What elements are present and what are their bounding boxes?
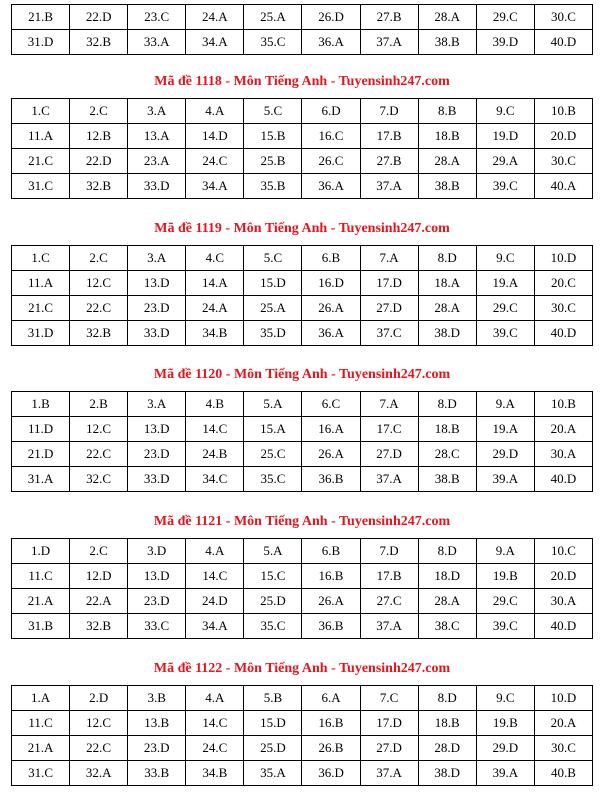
answer-cell: 5.C: [244, 246, 302, 271]
answer-cell: 38.B: [418, 467, 476, 492]
answer-cell: 26.C: [302, 149, 360, 174]
answer-cell: 8.D: [418, 539, 476, 564]
answer-cell: 3.A: [128, 392, 186, 417]
answer-section-1122: [11, 660, 593, 786]
answer-cell: 6.B: [302, 246, 360, 271]
answer-cell: 15.C: [244, 564, 302, 589]
answer-cell: 17.D: [360, 711, 418, 736]
table-row: [12, 711, 593, 736]
answer-cell: 36.D: [302, 761, 360, 786]
answer-cell: 9.C: [476, 99, 534, 124]
answer-cell: 1.A: [12, 686, 70, 711]
answer-cell: 11.C: [12, 564, 70, 589]
answer-cell: 14.D: [186, 124, 244, 149]
table-row: [12, 5, 593, 30]
answer-cell: 18.B: [418, 417, 476, 442]
answer-cell: 8.D: [418, 392, 476, 417]
answer-cell: 23.C: [128, 5, 186, 30]
answer-cell: 18.D: [418, 564, 476, 589]
answer-cell: 33.A: [128, 30, 186, 55]
answer-cell: 29.D: [476, 736, 534, 761]
answer-cell: 37.A: [360, 30, 418, 55]
answer-cell: 35.C: [244, 467, 302, 492]
answer-cell: 3.A: [128, 99, 186, 124]
answer-cell: 22.C: [70, 442, 128, 467]
answer-cell: 4.C: [186, 246, 244, 271]
answer-cell: 4.B: [186, 392, 244, 417]
section-title: Mã đề 1119 - Môn Tiếng Anh - Tuyensinh247.com: [154, 221, 450, 236]
answer-cell: 38.D: [418, 761, 476, 786]
answer-cell: 40.A: [534, 174, 592, 199]
answer-cell: 21.C: [12, 149, 70, 174]
answer-cell: 3.B: [128, 686, 186, 711]
answer-cell: 33.C: [128, 614, 186, 639]
answer-cell: 27.D: [360, 296, 418, 321]
answer-cell: 13.A: [128, 124, 186, 149]
answer-table: [11, 391, 593, 492]
answer-cell: 24.D: [186, 589, 244, 614]
answer-cell: 20.C: [534, 271, 592, 296]
answer-cell: 13.B: [128, 711, 186, 736]
answer-cell: 9.C: [476, 686, 534, 711]
answer-cell: 39.D: [476, 30, 534, 55]
answer-table-top: [11, 4, 593, 55]
answer-cell: 32.B: [70, 614, 128, 639]
answer-cell: 37.A: [360, 614, 418, 639]
answer-cell: 39.A: [476, 467, 534, 492]
answer-cell: 15.B: [244, 124, 302, 149]
answer-cell: 38.D: [418, 321, 476, 346]
answer-cell: 23.D: [128, 589, 186, 614]
answer-cell: 25.A: [244, 5, 302, 30]
answer-cell: 16.D: [302, 271, 360, 296]
answer-cell: 29.A: [476, 149, 534, 174]
answer-cell: 26.A: [302, 589, 360, 614]
table-row: [12, 589, 593, 614]
section-title: Mã đề 1118 - Môn Tiếng Anh - Tuyensinh247.com: [154, 74, 450, 89]
answer-cell: 33.B: [128, 761, 186, 786]
table-row: [12, 467, 593, 492]
answer-cell: 16.B: [302, 711, 360, 736]
answer-cell: 28.A: [418, 149, 476, 174]
answer-cell: 27.B: [360, 5, 418, 30]
answer-cell: 21.B: [12, 5, 70, 30]
answer-cell: 15.D: [244, 711, 302, 736]
table-row: [12, 174, 593, 199]
answer-cell: 24.C: [186, 149, 244, 174]
answer-cell: 25.D: [244, 589, 302, 614]
answer-cell: 13.D: [128, 564, 186, 589]
answer-cell: 12.C: [70, 271, 128, 296]
answer-cell: 28.A: [418, 296, 476, 321]
answer-cell: 27.D: [360, 442, 418, 467]
answer-cell: 30.A: [534, 589, 592, 614]
answer-section-1120: [11, 366, 593, 492]
answer-cell: 35.C: [244, 614, 302, 639]
answer-cell: 6.C: [302, 392, 360, 417]
answer-cell: 8.D: [418, 246, 476, 271]
answer-cell: 6.D: [302, 99, 360, 124]
answer-cell: 10.B: [534, 99, 592, 124]
answer-cell: 30.C: [534, 736, 592, 761]
answer-cell: 32.B: [70, 174, 128, 199]
answer-cell: 19.B: [476, 564, 534, 589]
answer-cell: 14.C: [186, 711, 244, 736]
answer-cell: 34.A: [186, 614, 244, 639]
answer-cell: 34.B: [186, 761, 244, 786]
answer-cell: 39.C: [476, 174, 534, 199]
answer-cell: 37.A: [360, 467, 418, 492]
answer-cell: 18.A: [418, 271, 476, 296]
answer-cell: 8.B: [418, 99, 476, 124]
answer-cell: 29.C: [476, 296, 534, 321]
answer-cell: 35.D: [244, 321, 302, 346]
answer-cell: 6.B: [302, 539, 360, 564]
answer-cell: 19.A: [476, 271, 534, 296]
answer-cell: 7.C: [360, 686, 418, 711]
answer-cell: 7.A: [360, 246, 418, 271]
answer-cell: 39.A: [476, 761, 534, 786]
answer-cell: 5.A: [244, 539, 302, 564]
answer-cell: 38.B: [418, 174, 476, 199]
answer-cell: 7.D: [360, 539, 418, 564]
table-row: [12, 30, 593, 55]
answer-cell: 9.A: [476, 392, 534, 417]
answer-cell: 12.C: [70, 417, 128, 442]
answer-cell: 13.D: [128, 271, 186, 296]
answer-cell: 3.A: [128, 246, 186, 271]
answer-cell: 28.D: [418, 736, 476, 761]
answer-cell: 14.C: [186, 417, 244, 442]
answer-cell: 25.A: [244, 296, 302, 321]
answer-cell: 23.D: [128, 296, 186, 321]
table-row: [12, 149, 593, 174]
answer-cell: 24.A: [186, 5, 244, 30]
answer-cell: 37.A: [360, 761, 418, 786]
answer-cell: 32.C: [70, 467, 128, 492]
answer-cell: 28.A: [418, 5, 476, 30]
answer-cell: 16.B: [302, 564, 360, 589]
answer-cell: 21.A: [12, 736, 70, 761]
answer-cell: 29.C: [476, 589, 534, 614]
answer-cell: 17.D: [360, 271, 418, 296]
answer-cell: 26.D: [302, 5, 360, 30]
answer-cell: 5.B: [244, 686, 302, 711]
answer-cell: 12.C: [70, 711, 128, 736]
answer-section-1119: [11, 220, 593, 346]
answer-cell: 30.C: [534, 296, 592, 321]
table-row: [12, 296, 593, 321]
table-row: [12, 124, 593, 149]
answer-cell: 34.A: [186, 174, 244, 199]
answer-cell: 22.D: [70, 5, 128, 30]
answer-cell: 2.D: [70, 686, 128, 711]
answer-cell: 4.A: [186, 686, 244, 711]
table-row: [12, 392, 593, 417]
answer-cell: 31.C: [12, 174, 70, 199]
table-row: [12, 246, 593, 271]
answer-cell: 18.B: [418, 711, 476, 736]
answer-cell: 39.C: [476, 321, 534, 346]
answer-cell: 27.C: [360, 589, 418, 614]
answer-table: [11, 538, 593, 639]
answer-cell: 17.B: [360, 124, 418, 149]
answer-cell: 23.D: [128, 736, 186, 761]
answer-cell: 39.C: [476, 614, 534, 639]
answer-cell: 34.A: [186, 30, 244, 55]
table-row: [12, 686, 593, 711]
answer-cell: 19.A: [476, 417, 534, 442]
answer-cell: 36.B: [302, 467, 360, 492]
answer-cell: 32.B: [70, 30, 128, 55]
answer-cell: 21.C: [12, 296, 70, 321]
answer-cell: 23.A: [128, 149, 186, 174]
answer-cell: 19.D: [476, 124, 534, 149]
answer-cell: 10.D: [534, 686, 592, 711]
answer-cell: 40.D: [534, 467, 592, 492]
answer-cell: 12.D: [70, 564, 128, 589]
answer-cell: 17.B: [360, 564, 418, 589]
answer-cell: 1.D: [12, 539, 70, 564]
answer-cell: 15.A: [244, 417, 302, 442]
answer-cell: 36.A: [302, 30, 360, 55]
answer-cell: 27.D: [360, 736, 418, 761]
answer-cell: 24.A: [186, 296, 244, 321]
answer-cell: 11.A: [12, 124, 70, 149]
answer-cell: 16.A: [302, 417, 360, 442]
answer-cell: 1.C: [12, 246, 70, 271]
answer-cell: 32.A: [70, 761, 128, 786]
answer-cell: 34.B: [186, 321, 244, 346]
answer-cell: 31.D: [12, 321, 70, 346]
answer-cell: 20.A: [534, 417, 592, 442]
answer-cell: 2.C: [70, 539, 128, 564]
answer-cell: 1.B: [12, 392, 70, 417]
answer-cell: 4.A: [186, 539, 244, 564]
answer-cell: 35.B: [244, 174, 302, 199]
table-row: [12, 417, 593, 442]
answer-cell: 36.A: [302, 321, 360, 346]
answer-cell: 10.D: [534, 246, 592, 271]
answer-cell: 33.D: [128, 321, 186, 346]
answer-cell: 33.D: [128, 174, 186, 199]
answer-cell: 9.A: [476, 539, 534, 564]
top-answer-block: [11, 4, 593, 55]
answer-cell: 32.B: [70, 321, 128, 346]
answer-cell: 36.B: [302, 614, 360, 639]
answer-cell: 35.C: [244, 30, 302, 55]
answer-cell: 23.D: [128, 442, 186, 467]
table-row: [12, 539, 593, 564]
answer-cell: 34.C: [186, 467, 244, 492]
answer-cell: 30.A: [534, 442, 592, 467]
answer-section-1118: [11, 73, 593, 199]
answer-cell: 40.B: [534, 761, 592, 786]
answer-cell: 38.B: [418, 30, 476, 55]
answer-cell: 37.C: [360, 321, 418, 346]
answer-cell: 26.A: [302, 296, 360, 321]
section-title: Mã đề 1120 - Môn Tiếng Anh - Tuyensinh247.com: [153, 367, 451, 382]
answer-cell: 21.A: [12, 589, 70, 614]
answer-cell: 7.D: [360, 99, 418, 124]
answer-cell: 2.C: [70, 246, 128, 271]
answer-cell: 10.C: [534, 539, 592, 564]
answer-cell: 8.D: [418, 686, 476, 711]
answer-cell: 29.C: [476, 5, 534, 30]
answer-cell: 31.A: [12, 467, 70, 492]
answer-cell: 11.C: [12, 711, 70, 736]
answer-cell: 22.C: [70, 736, 128, 761]
table-row: [12, 761, 593, 786]
answer-cell: 1.C: [12, 99, 70, 124]
answer-cell: 31.D: [12, 30, 70, 55]
answer-cell: 4.A: [186, 99, 244, 124]
answer-cell: 33.D: [128, 467, 186, 492]
answer-cell: 11.D: [12, 417, 70, 442]
answer-cell: 29.D: [476, 442, 534, 467]
table-row: [12, 321, 593, 346]
answer-cell: 20.A: [534, 711, 592, 736]
answer-cell: 13.D: [128, 417, 186, 442]
answer-cell: 35.A: [244, 761, 302, 786]
answer-cell: 7.A: [360, 392, 418, 417]
answer-cell: 16.C: [302, 124, 360, 149]
answer-cell: 21.D: [12, 442, 70, 467]
answer-table: [11, 98, 593, 199]
answer-cell: 26.B: [302, 736, 360, 761]
table-row: [12, 564, 593, 589]
answer-cell: 20.D: [534, 124, 592, 149]
table-row: [12, 736, 593, 761]
answer-cell: 30.C: [534, 5, 592, 30]
answer-cell: 18.B: [418, 124, 476, 149]
answer-cell: 26.A: [302, 442, 360, 467]
table-row: [12, 614, 593, 639]
answer-cell: 10.B: [534, 392, 592, 417]
answer-cell: 15.D: [244, 271, 302, 296]
table-row: [12, 271, 593, 296]
answer-cell: 40.D: [534, 30, 592, 55]
answer-cell: 2.B: [70, 392, 128, 417]
answer-cell: 14.C: [186, 564, 244, 589]
table-row: [12, 442, 593, 467]
answer-cell: 24.B: [186, 442, 244, 467]
answer-cell: 17.C: [360, 417, 418, 442]
answer-cell: 22.A: [70, 589, 128, 614]
answer-cell: 30.C: [534, 149, 592, 174]
answer-cell: 2.C: [70, 99, 128, 124]
answer-cell: 24.C: [186, 736, 244, 761]
answer-cell: 25.D: [244, 736, 302, 761]
answer-section-1121: [11, 513, 593, 639]
answer-table: [11, 685, 593, 786]
answer-cell: 11.A: [12, 271, 70, 296]
answer-cell: 37.A: [360, 174, 418, 199]
answer-cell: 5.A: [244, 392, 302, 417]
answer-cell: 20.D: [534, 564, 592, 589]
answer-cell: 25.C: [244, 442, 302, 467]
answer-cell: 12.B: [70, 124, 128, 149]
answer-cell: 19.B: [476, 711, 534, 736]
answer-cell: 31.C: [12, 761, 70, 786]
answer-cell: 9.C: [476, 246, 534, 271]
answer-cell: 28.C: [418, 442, 476, 467]
answer-cell: 28.A: [418, 589, 476, 614]
answer-cell: 38.C: [418, 614, 476, 639]
answer-cell: 14.A: [186, 271, 244, 296]
answer-cell: 27.B: [360, 149, 418, 174]
answer-cell: 5.C: [244, 99, 302, 124]
section-title: Mã đề 1121 - Môn Tiếng Anh - Tuyensinh247.com: [153, 514, 451, 529]
answer-cell: 31.B: [12, 614, 70, 639]
answer-cell: 25.B: [244, 149, 302, 174]
section-title: Mã đề 1122 - Môn Tiếng Anh - Tuyensinh247.com: [153, 661, 451, 676]
answer-cell: 22.C: [70, 296, 128, 321]
answer-cell: 3.D: [128, 539, 186, 564]
answer-cell: 36.A: [302, 174, 360, 199]
answer-cell: 40.D: [534, 614, 592, 639]
answer-cell: 22.D: [70, 149, 128, 174]
table-row: [12, 99, 593, 124]
answer-cell: 6.A: [302, 686, 360, 711]
answer-cell: 40.D: [534, 321, 592, 346]
answer-table: [11, 245, 593, 346]
